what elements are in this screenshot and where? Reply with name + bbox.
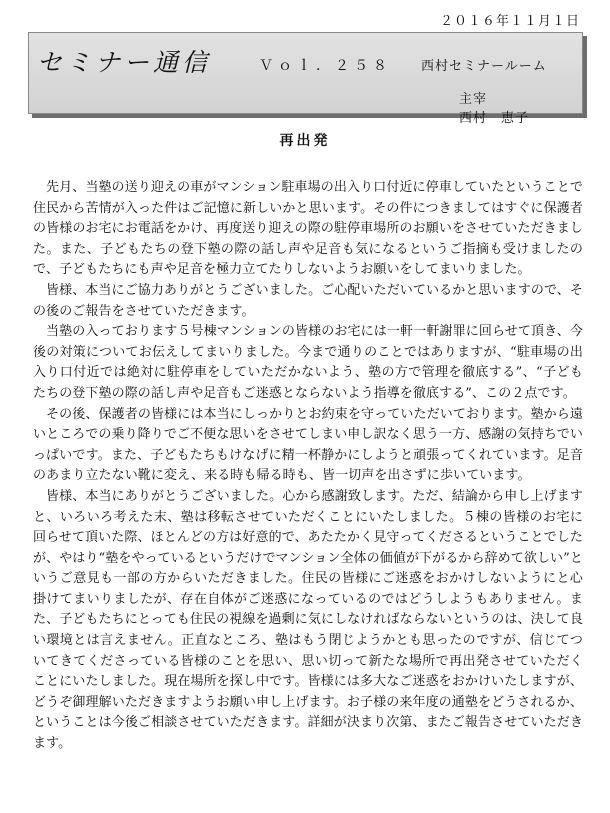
author-role: 主宰 (459, 92, 488, 107)
author-line (459, 88, 582, 126)
paragraph: 当塾の入っております５号棟マンションの皆様のお宅には一軒一軒謝罪に回らせて頂き、今後の対策についてお伝えしてまいりました。今まで通りのことではありますが、“駐車場の出入り口付近では絶対に駐停車をしていただかないよう、塾の方で管理を徹底する”、“子どもたちの登下塾の際の話し声や足音もご迷惑とならないよう指導を徹底する”、この２点です。 (33, 324, 583, 401)
paragraph: 皆様、本当にありがとうございました。心から感謝致します。ただ、結論から申し上げますと、いろいろ考えた末、塾は移転させていただくことにいたしました。５棟の皆様のお宅に回らせて頂いた際、ほとんどの方は好意的で、あたたかく見守ってくださるということでしたが、やはり“塾をやっているというだけでマンション全体の価値が下がるから辞めて欲しい”というご意見も一部の方からいただきました。住民の皆様にご迷惑をおかけしないようにと心掛けてまいりましたが、存在自体がご迷惑になっているのではどうしようもありません。また、子どもたちにとっても住民の視線を過剰に気にしなければならないというのは、決して良い環境とは言えません。正直なところ、塾はもう閉じようかとも思ったのですが、信じてついてきてくださっている皆様のことを思い、思い切って新たな場所で再出発させていただくことにいたしました。現在場所を探し中です。皆様には多大なご迷惑をおかけいたしますが、どうぞ御理解いただきますようお願い申し上げます。お子様の来年度の通塾をどうされるか、ということは今後ご相談させていただきます。詳細が決まり次第、またご報告させていただきます。 (33, 488, 584, 752)
author-name: 西村 恵子 (459, 111, 530, 126)
paragraph: 皆様、本当にご協力ありがとうございました。ご心配いただいているかと思いますので、その後のご報告をさせていただきます。 (33, 282, 583, 319)
article-body (33, 178, 583, 755)
paragraph: 先月、当塾の送り迎えの車がマンション駐車場の出入り口付近に停車していたということで住民から苦情が入った件はご記憶に新しいかと思います。その件につきましてはすぐに保護者の皆様のお宅にお電話をかけ、再度送り迎えの際の駐停車場所のお願いをさせていただきました。また、子どもたちの登下塾の際の話し声や足音も気になるというご指摘も受けましたので、子どもたちにも声や足音を極力立てたりしないようお願いをしてまいりました。 (33, 180, 583, 278)
organization-name: 西村セミナールーム (421, 59, 547, 74)
article-title: 再出発 (279, 133, 331, 149)
paragraph: その後、保護者の皆様には本当にしっかりとお約束を守っていただいております。塾から遠いところでの乗り降りでご不便な思いをさせてしまい申し訳なく思う一方、感謝の気持ちでいっぱいです。また、子どもたちもけなげに精一杯静かにしようと頑張ってくれています。足音のあまり立たない靴に変え、来る時も帰る時も、皆一切声を出さずに歩いています。 (33, 406, 583, 484)
newsletter-title: セミナー通信 (37, 48, 212, 77)
newsletter-header (28, 32, 583, 126)
issue-date: ２０１６年１１月１日 (439, 14, 580, 29)
volume-number: Ｖｏｌ．２５８ (259, 58, 392, 74)
